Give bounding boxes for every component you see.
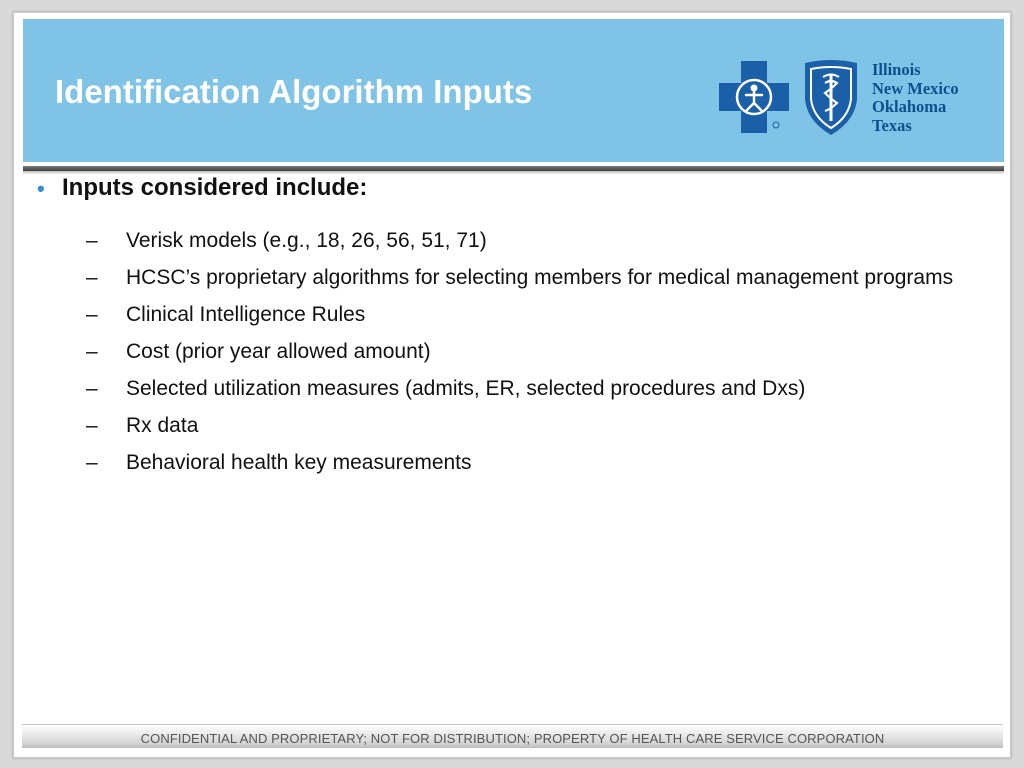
sub-item-text: Selected utilization measures (admits, ER, selected procedures and Dxs) — [126, 377, 806, 400]
blue-cross-icon — [719, 61, 791, 135]
logo-state: New Mexico — [872, 78, 959, 98]
logo-state: Oklahoma — [872, 97, 947, 116]
sub-bullet-list — [86, 226, 986, 485]
list-item — [86, 226, 986, 255]
sub-item-text: HCSC’s proprietary algorithms for selecting members for medical management programs — [126, 266, 954, 289]
list-item — [86, 411, 986, 440]
list-item — [86, 448, 986, 477]
logo-state: Illinois — [872, 60, 921, 79]
sub-item-text: Clinical Intelligence Rules — [126, 303, 366, 326]
slide-title: Identification Algorithm Inputs — [55, 73, 533, 110]
sub-bullet-marker: – — [86, 303, 98, 326]
slide-footer — [22, 724, 1003, 748]
list-item — [86, 337, 986, 366]
logo-state: Texas — [872, 115, 912, 135]
list-item — [86, 374, 986, 403]
sub-bullet-marker: – — [86, 377, 98, 400]
list-item — [86, 300, 986, 329]
sub-bullet-marker: – — [86, 266, 98, 289]
sub-item-text: Behavioral health key measurements — [126, 451, 472, 474]
footer-confidential-text: CONFIDENTIAL AND PROPRIETARY; NOT FOR DISTRIBUTION; PROPERTY OF HEALTH CARE SERVICE CORPORATION — [140, 731, 885, 746]
sub-bullet-marker: – — [86, 451, 98, 474]
list-item — [86, 263, 986, 292]
slide-header — [23, 19, 1004, 162]
main-bullet-text: Inputs considered include: — [62, 174, 368, 201]
sub-bullet-marker: – — [86, 340, 98, 363]
sub-item-text: Cost (prior year allowed amount) — [126, 340, 431, 363]
company-logo — [719, 59, 989, 141]
blue-shield-icon — [801, 59, 861, 137]
sub-bullet-marker: – — [86, 414, 98, 437]
sub-item-text: Rx data — [126, 414, 199, 437]
bullet-marker: • — [37, 176, 45, 201]
sub-bullet-marker: – — [86, 229, 98, 252]
logo-states-text — [872, 61, 959, 135]
sub-item-text: Verisk models (e.g., 18, 26, 56, 51, 71) — [126, 229, 487, 252]
